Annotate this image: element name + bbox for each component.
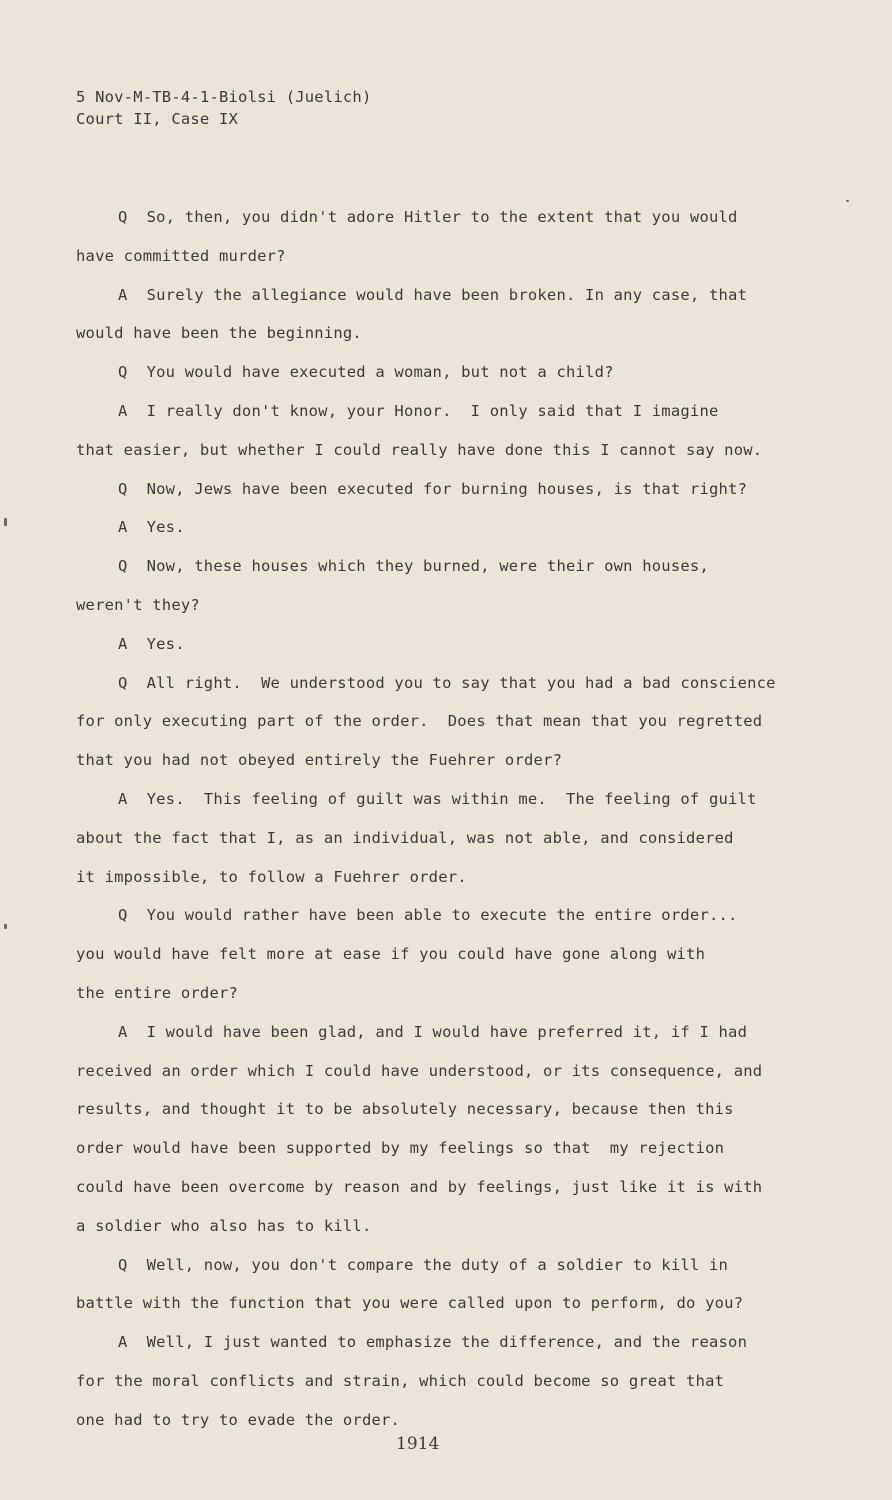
transcript-line: A Yes. This feeling of guilt was within me. The feeling of guilt (118, 789, 757, 808)
transcript-line: a soldier who also has to kill. (76, 1216, 372, 1235)
transcript-line: A Yes. (118, 518, 185, 537)
transcript-line: one had to try to evade the order. (76, 1410, 401, 1429)
transcript-line: the entire order? (76, 983, 239, 1002)
transcript-line: Q Now, Jews have been executed for burning houses, is that right? (118, 479, 748, 498)
header-reference: 5 Nov-M-TB-4-1-Biolsi (Juelich) (76, 88, 372, 106)
margin-mark (846, 200, 849, 202)
transcript-line: Q So, then, you didn't adore Hitler to the extent that you would (118, 208, 738, 226)
transcript-line: that easier, but whether I could really have done this I cannot say now. (76, 440, 763, 459)
transcript-line: it impossible, to follow a Fuehrer order. (76, 867, 467, 886)
transcript-body (76, 198, 796, 1440)
transcript-line: weren't they? (76, 595, 200, 614)
header-court-case: Court II, Case IX (76, 110, 239, 128)
margin-mark (4, 924, 7, 929)
transcript-line: you would have felt more at ease if you could have gone along with (76, 945, 706, 964)
transcript-line: for only executing part of the order. Does that mean that you regretted (76, 712, 763, 731)
transcript-line: for the moral conflicts and strain, which could become so great that (76, 1371, 725, 1390)
margin-mark (4, 518, 7, 526)
transcript-line: Q Well, now, you don't compare the duty of a soldier to kill in (118, 1255, 729, 1274)
transcript-line: Q You would have executed a woman, but not a child? (118, 363, 614, 382)
transcript-line: order would have been supported by my feelings so that my rejection (76, 1139, 725, 1158)
transcript-line: have committed murder? (76, 246, 286, 265)
transcript-line: that you had not obeyed entirely the Fuehrer order? (76, 751, 563, 770)
transcript-line: A Surely the allegiance would have been broken. In any case, that (118, 285, 748, 304)
transcript-line: Q You would rather have been able to execute the entire order... (118, 906, 738, 925)
transcript-line: received an order which I could have understood, or its consequence, and (76, 1061, 763, 1080)
transcript-line: Q All right. We understood you to say that you had a bad conscience (118, 673, 776, 692)
document-header (76, 86, 372, 130)
transcript-line: battle with the function that you were called upon to perform, do you? (76, 1294, 744, 1313)
transcript-line: A Yes. (118, 634, 185, 653)
transcript-line: A Well, I just wanted to emphasize the difference, and the reason (118, 1333, 748, 1352)
transcript-line: Q Now, these houses which they burned, were their own houses, (118, 557, 709, 576)
transcript-line: could have been overcome by reason and by feelings, just like it is with (76, 1177, 763, 1196)
transcript-line: A I would have been glad, and I would have preferred it, if I had (118, 1022, 748, 1041)
transcript-line: A I really don't know, your Honor. I only said that I imagine (118, 401, 719, 420)
transcript-line: about the fact that I, as an individual, was not able, and considered (76, 828, 734, 847)
page-number: 1914 (396, 1434, 440, 1454)
transcript-line: results, and thought it to be absolutely necessary, because then this (76, 1100, 734, 1119)
transcript-line: would have been the beginning. (76, 324, 362, 343)
